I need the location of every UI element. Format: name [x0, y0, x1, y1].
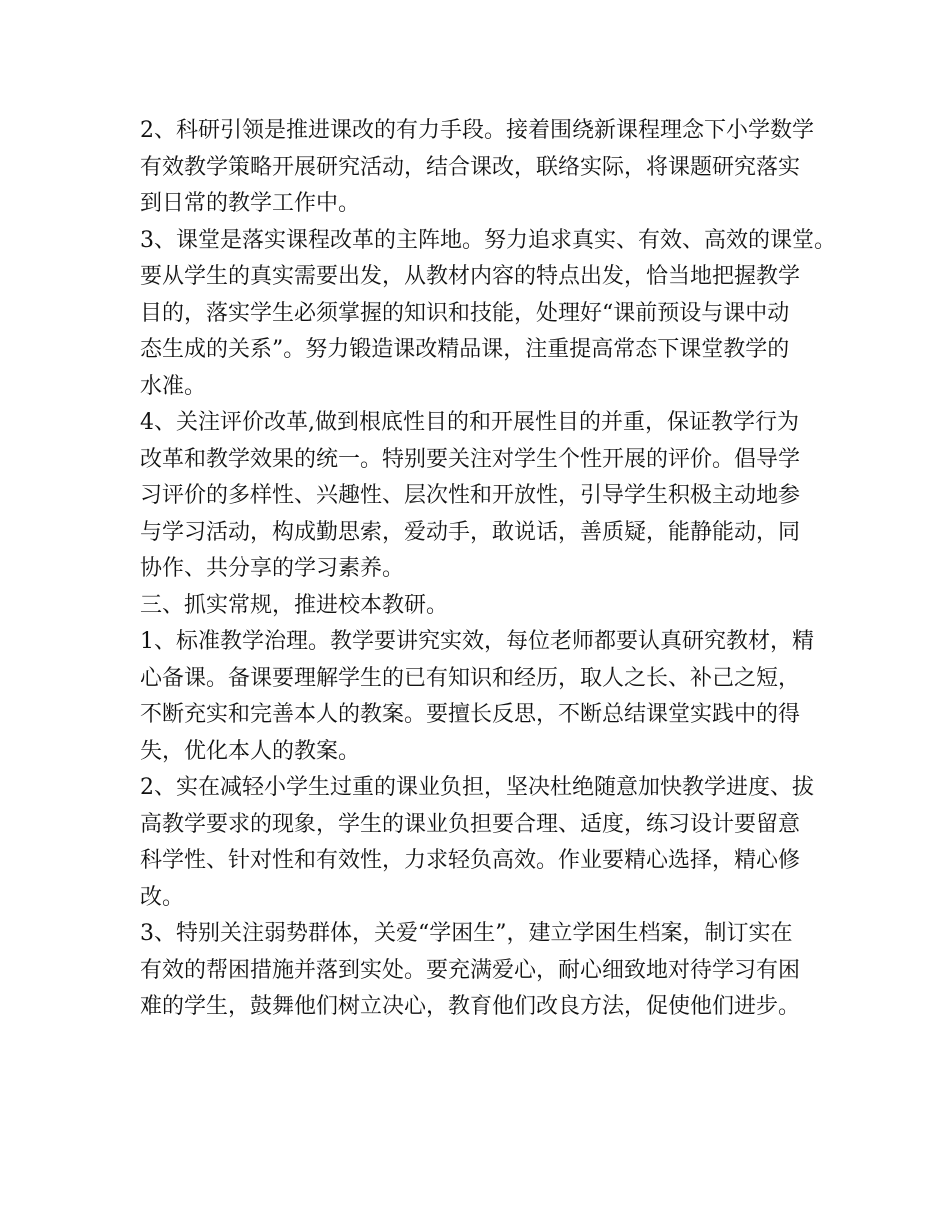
text-line: 改。 — [140, 884, 185, 910]
text-line: 3、特别关注弱势群体，关爱“学困生”，建立学困生档案，制订实在 — [140, 921, 793, 946]
text-line: 态生成的关系”。努力锻造课改精品课，注重提高常态下课堂教学的 — [140, 337, 790, 362]
text-line: 心备课。备课要理解学生的已有知识和经历，取人之长、补己之短， — [140, 665, 801, 691]
text-line: 难的学生，鼓舞他们树立决心，教育他们改良方法，促使他们进步。 — [140, 994, 801, 1019]
section-heading: 三、抓实常规，推进校本教研。 — [140, 592, 449, 618]
text-line: 水准。 — [140, 373, 207, 399]
text-line: 2、实在减轻小学生过重的课业负担，坚决杜绝随意加快教学进度、拔 — [140, 775, 814, 800]
text-line: 3、课堂是落实课程改革的主阵地。努力追求真实、有效、高效的课堂。 — [140, 227, 836, 253]
text-line: 到日常的教学工作中。 — [140, 191, 361, 216]
text-line: 高教学要求的现象，学生的课业负担要合理、适度，练习设计要留意 — [140, 811, 801, 837]
text-line: 改革和教学效果的统一。特别要关注对学生个性开展的评价。倡导学 — [140, 446, 801, 472]
text-line: 不断充实和完善本人的教案。要擅长反思，不断总结课堂实践中的得 — [140, 702, 801, 727]
text-line: 有效的帮困措施并落到实处。要充满爱心，耐心细致地对待学习有困 — [140, 957, 801, 983]
text-line: 习评价的多样性、兴趣性、层次性和开放性，引导学生积极主动地参 — [140, 483, 801, 508]
text-line: 2、科研引领是推进课改的有力手段。接着围绕新课程理念下小学数学 — [140, 118, 814, 143]
text-line: 失，优化本人的教案。 — [140, 738, 361, 764]
text-line: 协作、共分享的学习素养。 — [140, 556, 405, 581]
text-line: 4、关注评价改革,做到根底性目的和开展性目的并重，保证教学行为 — [140, 410, 799, 435]
text-line: 要从学生的真实需要出发，从教材内容的特点出发，恰当地把握教学 — [140, 264, 801, 289]
text-line: 有效教学策略开展研究活动，结合课改，联络实际，将课题研究落实 — [140, 154, 801, 180]
text-line: 目的，落实学生必须掌握的知识和技能，处理好“课前预设与课中动 — [140, 300, 790, 326]
document-body — [140, 113, 836, 1026]
text-line: 科学性、针对性和有效性，力求轻负高效。作业要精心选择，精心修 — [140, 848, 801, 873]
text-line: 1、标准教学治理。教学要讲究实效，每位老师都要认真研究教材，精 — [140, 629, 814, 654]
text-line: 与学习活动，构成勤思索，爱动手，敢说话，善质疑，能静能动，同 — [140, 519, 801, 545]
